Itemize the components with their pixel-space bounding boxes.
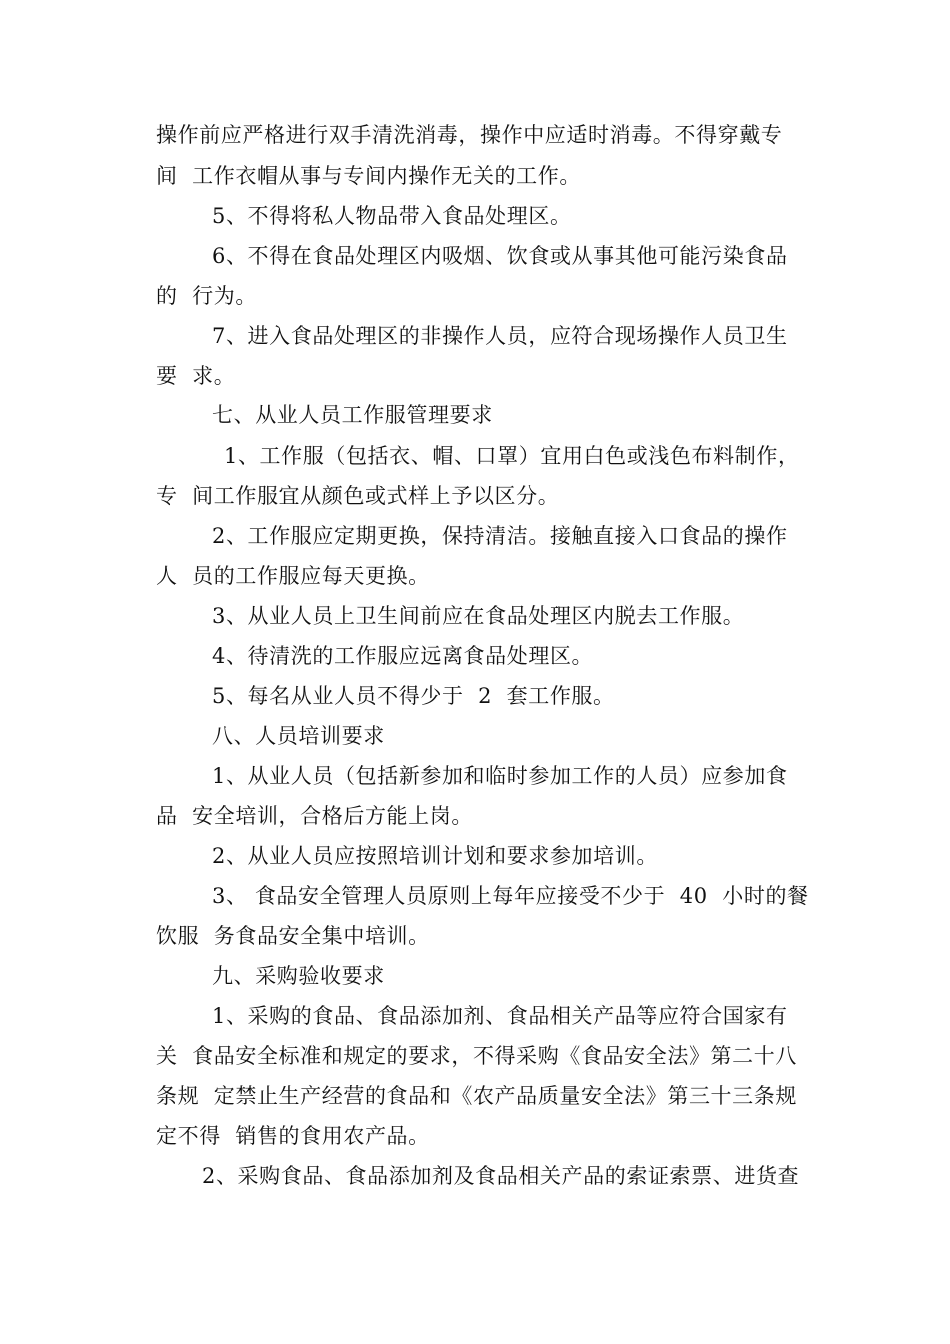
text-line: 7、进入食品处理区的非操作人员，应符合现场操作人员卫生 bbox=[212, 324, 788, 348]
text-line: 操作前应严格进行双手清洗消毒，操作中应适时消毒。不得穿戴专 bbox=[156, 123, 783, 147]
text-line: 的 行为。 bbox=[156, 284, 257, 308]
text-line: 品 安全培训，合格后方能上岗。 bbox=[156, 804, 473, 828]
text-line: 人 员的工作服应每天更换。 bbox=[156, 564, 430, 588]
text-line: 1、工作服（包括衣、帽、口罩）宜用白色或浅色布料制作， bbox=[224, 444, 800, 468]
text-line: 3、 食品安全管理人员原则上每年应接受不少于 40 小时的餐 bbox=[212, 884, 809, 908]
text-line: 要 求。 bbox=[156, 364, 236, 388]
text-line: 2、采购食品、食品添加剂及食品相关产品的索证索票、进货查 bbox=[202, 1164, 800, 1188]
text-line: 2、从业人员应按照培训计划和要求参加培训。 bbox=[212, 844, 658, 868]
text-line: 5、每名从业人员不得少于 2 套工作服。 bbox=[212, 684, 615, 708]
text-line: 3、从业人员上卫生间前应在食品处理区内脱去工作服。 bbox=[212, 604, 745, 628]
text-line: 饮服 务食品安全集中培训。 bbox=[156, 924, 430, 948]
text-line: 2、工作服应定期更换，保持清洁。接触直接入口食品的操作 bbox=[212, 524, 788, 548]
text-line: 关 食品安全标准和规定的要求，不得采购《食品安全法》第二十八 bbox=[156, 1044, 797, 1068]
text-line: 间 工作衣帽从事与专间内操作无关的工作。 bbox=[156, 164, 581, 188]
text-line: 5、不得将私人物品带入食品处理区。 bbox=[212, 204, 572, 228]
text-line: 1、从业人员（包括新参加和临时参加工作的人员）应参加食 bbox=[212, 764, 788, 788]
section-heading: 八、人员培训要求 bbox=[212, 724, 385, 748]
text-line: 1、采购的食品、食品添加剂、食品相关产品等应符合国家有 bbox=[212, 1004, 788, 1028]
text-line: 6、不得在食品处理区内吸烟、饮食或从事其他可能污染食品 bbox=[212, 244, 788, 268]
section-heading: 七、从业人员工作服管理要求 bbox=[212, 403, 493, 427]
section-heading: 九、采购验收要求 bbox=[212, 964, 385, 988]
text-line: 专 间工作服宜从颜色或式样上予以区分。 bbox=[156, 484, 560, 508]
text-line: 条规 定禁止生产经营的食品和《农产品质量安全法》第三十三条规 bbox=[156, 1084, 797, 1108]
text-line: 定不得 销售的食用农产品。 bbox=[156, 1124, 430, 1148]
text-line: 4、待清洗的工作服应远离食品处理区。 bbox=[212, 644, 594, 668]
